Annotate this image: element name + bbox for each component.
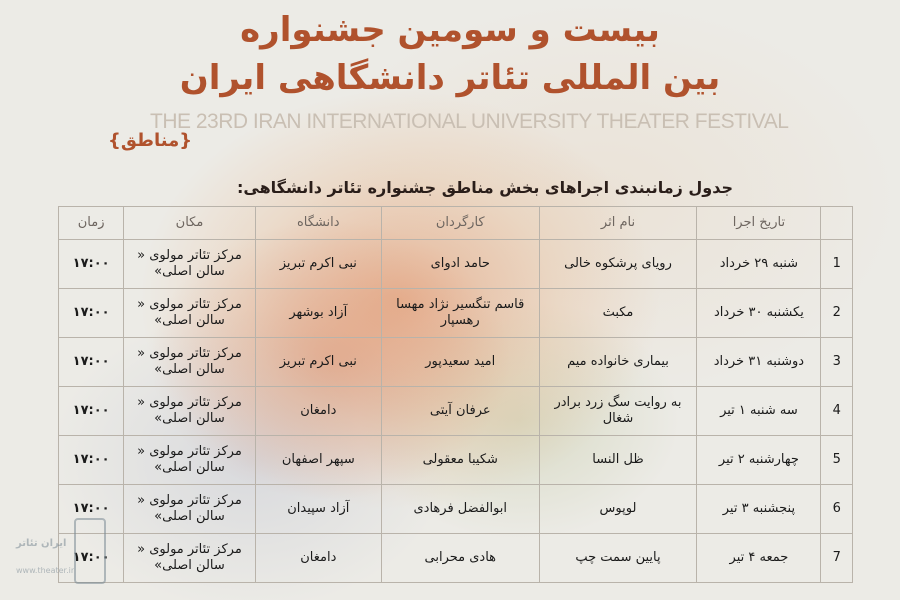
table-row xyxy=(59,436,853,485)
cell-title: بیماری خانواده میم xyxy=(539,338,697,387)
cell-title: لوپوس xyxy=(539,485,697,534)
cell-university: سپهر اصفهان xyxy=(255,436,381,485)
cell-director: امید سعیدپور xyxy=(381,338,539,387)
festival-title-english: THE 23RD IRAN INTERNATIONAL UNIVERSITY THEATER FESTIVAL xyxy=(150,110,789,133)
schedule-heading: جدول زمانبندی اجراهای بخش مناطق جشنواره تئاتر دانشگاهی: xyxy=(236,178,733,197)
cell-time: ۱۷:۰۰ xyxy=(59,485,124,534)
table-row xyxy=(59,240,853,289)
cell-university: دامغان xyxy=(255,534,381,583)
festival-title-line1: بیست و سومین جشنواره xyxy=(240,10,660,50)
cell-date: دوشنبه ۳۱ خرداد xyxy=(697,338,821,387)
cell-place: مرکز تئاتر مولوی « سالن اصلی» xyxy=(124,387,255,436)
header-director: کارگردان xyxy=(381,207,539,240)
cell-time: ۱۷:۰۰ xyxy=(59,240,124,289)
watermark-url: www.theater.ir xyxy=(16,566,75,575)
table-row xyxy=(59,485,853,534)
cell-title: ظل النسا xyxy=(539,436,697,485)
schedule-table xyxy=(58,206,853,583)
cell-title: به روایت سگ زرد برادر شغال xyxy=(539,387,697,436)
cell-title: مکبث xyxy=(539,289,697,338)
festival-title-line2: بین المللی تئاتر دانشگاهی ایران xyxy=(179,58,721,98)
site-watermark xyxy=(16,518,106,588)
cell-index: 6 xyxy=(821,485,853,534)
cell-place: مرکز تئاتر مولوی « سالن اصلی» xyxy=(124,485,255,534)
cell-university: آزاد بوشهر xyxy=(255,289,381,338)
cell-title: رویای پرشکوه خالی xyxy=(539,240,697,289)
cell-date: یکشنبه ۳۰ خرداد xyxy=(697,289,821,338)
header-date: تاریخ اجرا xyxy=(697,207,821,240)
cell-date: شنبه ۲۹ خرداد xyxy=(697,240,821,289)
cell-time: ۱۷:۰۰ xyxy=(59,436,124,485)
header-index xyxy=(821,207,853,240)
cell-date: جمعه ۴ تیر xyxy=(697,534,821,583)
watermark-label: ایران تئاتر xyxy=(16,538,67,549)
header-title: نام اثر xyxy=(539,207,697,240)
cell-index: 4 xyxy=(821,387,853,436)
cell-director: هادی محرابی xyxy=(381,534,539,583)
table-row xyxy=(59,387,853,436)
cell-director: قاسم تنگسیر نژاد مهسا رهسپار xyxy=(381,289,539,338)
cell-time: ۱۷:۰۰ xyxy=(59,534,124,583)
cell-index: 3 xyxy=(821,338,853,387)
cell-place: مرکز تئاتر مولوی « سالن اصلی» xyxy=(124,436,255,485)
header-university: دانشگاه xyxy=(255,207,381,240)
cell-director: حامد ادوای xyxy=(381,240,539,289)
cell-date: پنجشنبه ۳ تیر xyxy=(697,485,821,534)
cell-director: ابوالفضل فرهادی xyxy=(381,485,539,534)
cell-university: نبی اکرم تبریز xyxy=(255,338,381,387)
cell-university: دامغان xyxy=(255,387,381,436)
header-place: مکان xyxy=(124,207,255,240)
table-header-row xyxy=(59,207,853,240)
region-tag: {مناطق} xyxy=(108,130,193,151)
cell-title: پایین سمت چپ xyxy=(539,534,697,583)
cell-index: 1 xyxy=(821,240,853,289)
cell-university: نبی اکرم تبریز xyxy=(255,240,381,289)
cell-time: ۱۷:۰۰ xyxy=(59,338,124,387)
theater-emblem-icon xyxy=(74,518,106,584)
table-row xyxy=(59,338,853,387)
cell-place: مرکز تئاتر مولوی « سالن اصلی» xyxy=(124,289,255,338)
cell-index: 7 xyxy=(821,534,853,583)
cell-director: شکیبا معقولی xyxy=(381,436,539,485)
cell-place: مرکز تئاتر مولوی « سالن اصلی» xyxy=(124,338,255,387)
cell-director: عرفان آیتی xyxy=(381,387,539,436)
table-row xyxy=(59,534,853,583)
cell-place: مرکز تئاتر مولوی « سالن اصلی» xyxy=(124,240,255,289)
cell-time: ۱۷:۰۰ xyxy=(59,387,124,436)
cell-date: سه شنبه ۱ تیر xyxy=(697,387,821,436)
cell-university: آزاد سپیدان xyxy=(255,485,381,534)
cell-time: ۱۷:۰۰ xyxy=(59,289,124,338)
table-row xyxy=(59,289,853,338)
cell-index: 2 xyxy=(821,289,853,338)
header-time: زمان xyxy=(59,207,124,240)
cell-date: چهارشنبه ۲ تیر xyxy=(697,436,821,485)
cell-place: مرکز تئاتر مولوی « سالن اصلی» xyxy=(124,534,255,583)
cell-index: 5 xyxy=(821,436,853,485)
